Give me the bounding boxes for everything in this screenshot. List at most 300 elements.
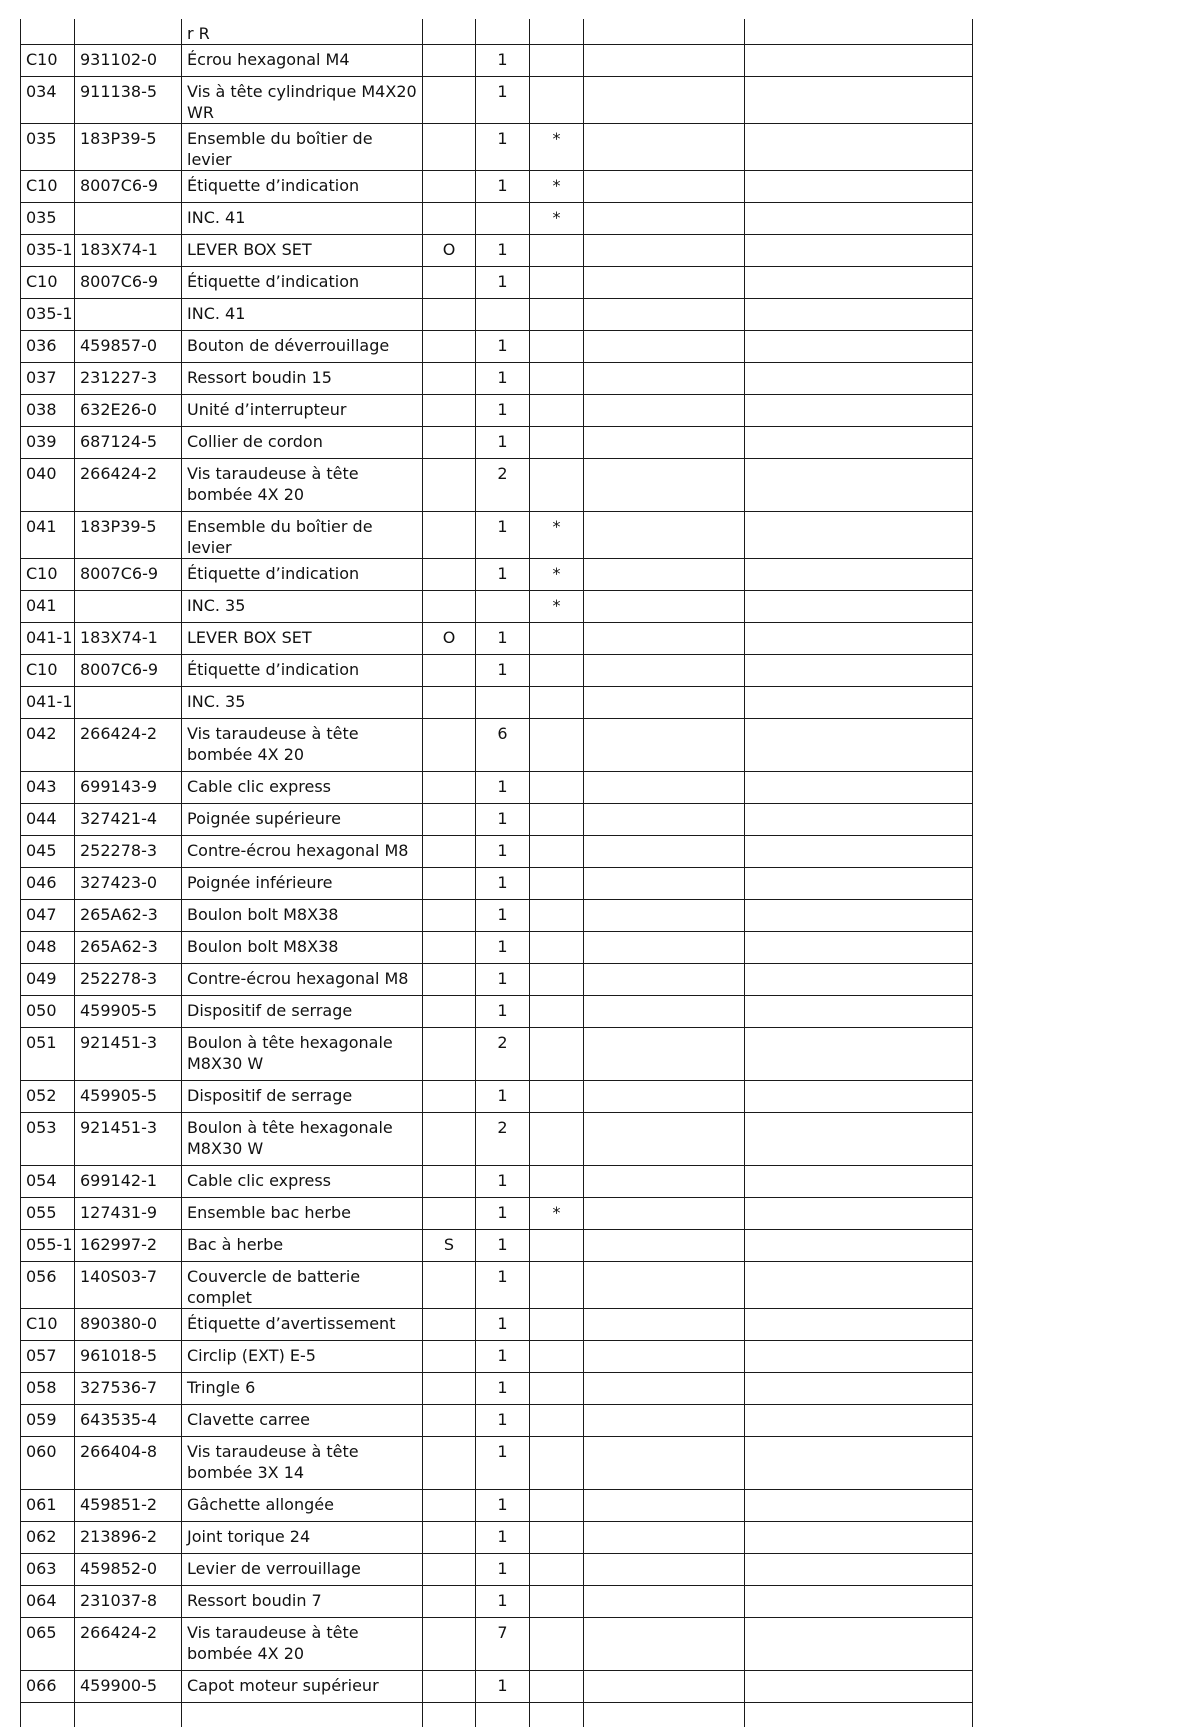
blank-cell-cell: [745, 45, 973, 77]
part-description-cell: Étiquette d’indication: [182, 267, 423, 299]
part-number-cell: 266424-2: [75, 719, 182, 772]
note-mark-cell: *: [530, 512, 584, 559]
parts-list-page: [20, 19, 972, 1727]
note-mark-cell: [530, 804, 584, 836]
part-number-cell: 327421-4: [75, 804, 182, 836]
quantity-cell: 1: [476, 1262, 530, 1309]
blank-cell-cell: [584, 655, 745, 687]
item-number-cell: 034: [21, 77, 75, 124]
part-number-cell: 252278-3: [75, 964, 182, 996]
blank-cell-cell: [584, 427, 745, 459]
item-number-cell: 035-1: [21, 299, 75, 331]
part-code-cell: [423, 299, 476, 331]
blank-cell-cell: [584, 623, 745, 655]
blank-cell-cell: [745, 1081, 973, 1113]
table-row: [21, 1437, 973, 1490]
note-mark-cell: *: [530, 559, 584, 591]
note-mark-cell: [530, 772, 584, 804]
item-number-cell: 053: [21, 1113, 75, 1166]
quantity-cell: 1: [476, 1554, 530, 1586]
part-code-cell: [423, 395, 476, 427]
quantity-cell: 1: [476, 1373, 530, 1405]
quantity-cell: 1: [476, 868, 530, 900]
quantity-cell: 1: [476, 1198, 530, 1230]
blank-cell-cell: [745, 1405, 973, 1437]
quantity-cell: 1: [476, 1586, 530, 1618]
item-number-cell: 038: [21, 395, 75, 427]
part-code-cell: [423, 655, 476, 687]
note-mark-cell: [530, 1230, 584, 1262]
part-number-cell: 921451-3: [75, 1113, 182, 1166]
blank-cell-cell: [584, 836, 745, 868]
blank-cell-cell: [584, 512, 745, 559]
quantity-cell: [476, 19, 530, 45]
table-row: [21, 1081, 973, 1113]
item-number-cell: 036: [21, 331, 75, 363]
part-number-cell: 459857-0: [75, 331, 182, 363]
part-description-cell: Écrou hexagonal M4: [182, 45, 423, 77]
part-code-cell: [423, 1671, 476, 1703]
blank-cell-cell: [584, 1113, 745, 1166]
item-number-cell: 058: [21, 1373, 75, 1405]
blank-cell-cell: [584, 1522, 745, 1554]
part-number-cell: 266424-2: [75, 459, 182, 512]
table-row: [21, 623, 973, 655]
part-description-cell: Étiquette d’avertissement: [182, 1309, 423, 1341]
quantity-cell: [476, 299, 530, 331]
part-number-cell: 699143-9: [75, 772, 182, 804]
table-row: [21, 1309, 973, 1341]
part-code-cell: [423, 900, 476, 932]
blank-cell-cell: [584, 932, 745, 964]
blank-cell-cell: [584, 331, 745, 363]
part-number-cell: 961018-5: [75, 1341, 182, 1373]
part-code-cell: [423, 836, 476, 868]
note-mark-cell: *: [530, 124, 584, 171]
table-row: [21, 1618, 973, 1671]
part-description-cell: Bac à herbe: [182, 1230, 423, 1262]
table-row: [21, 363, 973, 395]
table-row: [21, 868, 973, 900]
blank-cell-cell: [584, 1341, 745, 1373]
part-code-cell: O: [423, 623, 476, 655]
item-number-cell: 039: [21, 427, 75, 459]
blank-cell-cell: [745, 299, 973, 331]
item-number-cell: 051: [21, 1028, 75, 1081]
part-description-cell: LEVER BOX SET: [182, 235, 423, 267]
part-code-cell: [423, 1373, 476, 1405]
blank-cell-cell: [745, 1166, 973, 1198]
part-description-cell: Dispositif de serrage: [182, 996, 423, 1028]
part-number-cell: 8007C6-9: [75, 171, 182, 203]
part-code-cell: [423, 19, 476, 45]
part-description-cell: [182, 1703, 423, 1727]
blank-cell-cell: [745, 836, 973, 868]
part-description-cell: INC. 35: [182, 687, 423, 719]
part-code-cell: [423, 1554, 476, 1586]
blank-cell-cell: [584, 395, 745, 427]
part-code-cell: [423, 1405, 476, 1437]
note-mark-cell: [530, 836, 584, 868]
item-number-cell: C10: [21, 559, 75, 591]
table-row: [21, 932, 973, 964]
part-code-cell: [423, 331, 476, 363]
part-description-cell: Ressort boudin 7: [182, 1586, 423, 1618]
part-description-cell: Dispositif de serrage: [182, 1081, 423, 1113]
item-number-cell: 056: [21, 1262, 75, 1309]
part-code-cell: [423, 559, 476, 591]
part-code-cell: O: [423, 235, 476, 267]
part-code-cell: S: [423, 1230, 476, 1262]
table-row: [21, 427, 973, 459]
table-row: [21, 235, 973, 267]
part-description-cell: Vis à tête cylindrique M4X20 WR: [182, 77, 423, 124]
part-number-cell: 8007C6-9: [75, 267, 182, 299]
part-description-cell: Vis taraudeuse à tête bombée 4X 20: [182, 459, 423, 512]
item-number-cell: 041-1: [21, 687, 75, 719]
item-number-cell: 065: [21, 1618, 75, 1671]
blank-cell-cell: [745, 559, 973, 591]
part-number-cell: 8007C6-9: [75, 559, 182, 591]
blank-cell-cell: [745, 459, 973, 512]
part-number-cell: 183P39-5: [75, 124, 182, 171]
blank-cell-cell: [745, 124, 973, 171]
item-number-cell: 046: [21, 868, 75, 900]
note-mark-cell: [530, 932, 584, 964]
blank-cell-cell: [584, 719, 745, 772]
item-number-cell: 035: [21, 203, 75, 235]
table-row: [21, 1522, 973, 1554]
blank-cell-cell: [584, 1618, 745, 1671]
blank-cell-cell: [745, 77, 973, 124]
quantity-cell: 1: [476, 1405, 530, 1437]
blank-cell-cell: [584, 1262, 745, 1309]
part-code-cell: [423, 171, 476, 203]
item-number-cell: 055: [21, 1198, 75, 1230]
part-number-cell: 459851-2: [75, 1490, 182, 1522]
quantity-cell: 1: [476, 45, 530, 77]
blank-cell-cell: [584, 203, 745, 235]
part-description-cell: INC. 35: [182, 591, 423, 623]
blank-cell-cell: [584, 1405, 745, 1437]
note-mark-cell: [530, 655, 584, 687]
part-number-cell: 183X74-1: [75, 623, 182, 655]
quantity-cell: 2: [476, 1113, 530, 1166]
part-number-cell: 231037-8: [75, 1586, 182, 1618]
part-code-cell: [423, 1166, 476, 1198]
blank-cell-cell: [745, 363, 973, 395]
table-row: [21, 591, 973, 623]
item-number-cell: 060: [21, 1437, 75, 1490]
part-code-cell: [423, 459, 476, 512]
table-row: [21, 1586, 973, 1618]
blank-cell-cell: [584, 1490, 745, 1522]
item-number-cell: 042: [21, 719, 75, 772]
part-description-cell: Ressort boudin 15: [182, 363, 423, 395]
quantity-cell: [476, 687, 530, 719]
part-description-cell: Poignée supérieure: [182, 804, 423, 836]
part-number-cell: 459905-5: [75, 1081, 182, 1113]
item-number-cell: 041: [21, 512, 75, 559]
table-row: [21, 687, 973, 719]
quantity-cell: 2: [476, 1028, 530, 1081]
part-code-cell: [423, 45, 476, 77]
note-mark-cell: [530, 1081, 584, 1113]
part-number-cell: [75, 19, 182, 45]
part-number-cell: 265A62-3: [75, 932, 182, 964]
note-mark-cell: [530, 1262, 584, 1309]
table-row: [21, 1166, 973, 1198]
note-mark-cell: [530, 299, 584, 331]
part-number-cell: 8007C6-9: [75, 655, 182, 687]
blank-cell-cell: [745, 1586, 973, 1618]
note-mark-cell: [530, 19, 584, 45]
blank-cell-cell: [745, 331, 973, 363]
note-mark-cell: [530, 1618, 584, 1671]
part-description-cell: Cable clic express: [182, 1166, 423, 1198]
item-number-cell: 052: [21, 1081, 75, 1113]
blank-cell-cell: [745, 655, 973, 687]
part-code-cell: [423, 124, 476, 171]
part-description-cell: Ensemble du boîtier de levier: [182, 512, 423, 559]
blank-cell-cell: [584, 267, 745, 299]
quantity-cell: 1: [476, 427, 530, 459]
quantity-cell: 1: [476, 655, 530, 687]
part-description-cell: Collier de cordon: [182, 427, 423, 459]
part-number-cell: 931102-0: [75, 45, 182, 77]
note-mark-cell: [530, 1490, 584, 1522]
quantity-cell: 1: [476, 1522, 530, 1554]
blank-cell-cell: [745, 623, 973, 655]
item-number-cell: 047: [21, 900, 75, 932]
part-description-cell: Couvercle de batterie complet: [182, 1262, 423, 1309]
blank-cell-cell: [584, 1373, 745, 1405]
blank-cell-cell: [745, 427, 973, 459]
blank-cell-cell: [745, 1309, 973, 1341]
part-description-cell: LEVER BOX SET: [182, 623, 423, 655]
table-row: [21, 1262, 973, 1309]
quantity-cell: 1: [476, 804, 530, 836]
part-description-cell: Vis taraudeuse à tête bombée 4X 20: [182, 1618, 423, 1671]
table-row: [21, 1671, 973, 1703]
item-number-cell: C10: [21, 1309, 75, 1341]
part-code-cell: [423, 267, 476, 299]
item-number-cell: 054: [21, 1166, 75, 1198]
blank-cell-cell: [745, 1373, 973, 1405]
quantity-cell: 2: [476, 459, 530, 512]
quantity-cell: 1: [476, 363, 530, 395]
part-code-cell: [423, 1703, 476, 1727]
blank-cell-cell: [584, 868, 745, 900]
blank-cell-cell: [584, 1198, 745, 1230]
table-row: [21, 1341, 973, 1373]
quantity-cell: 1: [476, 1166, 530, 1198]
part-number-cell: 890380-0: [75, 1309, 182, 1341]
quantity-cell: 1: [476, 932, 530, 964]
item-number-cell: [21, 1703, 75, 1727]
quantity-cell: 1: [476, 171, 530, 203]
note-mark-cell: [530, 45, 584, 77]
part-description-cell: r R: [182, 19, 423, 45]
part-code-cell: [423, 427, 476, 459]
quantity-cell: 1: [476, 900, 530, 932]
part-code-cell: [423, 1490, 476, 1522]
blank-cell-cell: [745, 1703, 973, 1727]
quantity-cell: 1: [476, 772, 530, 804]
part-code-cell: [423, 591, 476, 623]
blank-cell-cell: [584, 804, 745, 836]
blank-cell-cell: [584, 772, 745, 804]
blank-cell-cell: [745, 1490, 973, 1522]
quantity-cell: [476, 591, 530, 623]
part-description-cell: Poignée inférieure: [182, 868, 423, 900]
part-code-cell: [423, 1522, 476, 1554]
table-row: [21, 964, 973, 996]
blank-cell-cell: [745, 1113, 973, 1166]
item-number-cell: C10: [21, 171, 75, 203]
part-code-cell: [423, 687, 476, 719]
blank-cell-cell: [584, 1671, 745, 1703]
quantity-cell: 1: [476, 395, 530, 427]
part-description-cell: Étiquette d’indication: [182, 655, 423, 687]
part-description-cell: Joint torique 24: [182, 1522, 423, 1554]
table-row: [21, 1703, 973, 1727]
part-code-cell: [423, 868, 476, 900]
part-description-cell: Bouton de déverrouillage: [182, 331, 423, 363]
part-number-cell: 632E26-0: [75, 395, 182, 427]
part-description-cell: Cable clic express: [182, 772, 423, 804]
item-number-cell: C10: [21, 45, 75, 77]
blank-cell-cell: [584, 1703, 745, 1727]
part-code-cell: [423, 1341, 476, 1373]
note-mark-cell: *: [530, 591, 584, 623]
part-description-cell: INC. 41: [182, 299, 423, 331]
note-mark-cell: [530, 996, 584, 1028]
quantity-cell: 1: [476, 1309, 530, 1341]
part-code-cell: [423, 512, 476, 559]
blank-cell-cell: [745, 1522, 973, 1554]
table-row: [21, 1113, 973, 1166]
quantity-cell: 1: [476, 1671, 530, 1703]
note-mark-cell: *: [530, 1198, 584, 1230]
blank-cell-cell: [745, 1554, 973, 1586]
item-number-cell: 066: [21, 1671, 75, 1703]
item-number-cell: 044: [21, 804, 75, 836]
blank-cell-cell: [584, 299, 745, 331]
part-code-cell: [423, 1309, 476, 1341]
blank-cell-cell: [584, 900, 745, 932]
note-mark-cell: [530, 1309, 584, 1341]
part-code-cell: [423, 1437, 476, 1490]
table-row: [21, 1198, 973, 1230]
part-number-cell: 140S03-7: [75, 1262, 182, 1309]
item-number-cell: 057: [21, 1341, 75, 1373]
blank-cell-cell: [745, 1618, 973, 1671]
blank-cell-cell: [745, 868, 973, 900]
quantity-cell: 1: [476, 559, 530, 591]
blank-cell-cell: [745, 1198, 973, 1230]
note-mark-cell: [530, 331, 584, 363]
part-description-cell: Contre-écrou hexagonal M8: [182, 836, 423, 868]
part-description-cell: Vis taraudeuse à tête bombée 4X 20: [182, 719, 423, 772]
part-description-cell: Étiquette d’indication: [182, 171, 423, 203]
item-number-cell: 049: [21, 964, 75, 996]
item-number-cell: C10: [21, 267, 75, 299]
blank-cell-cell: [745, 772, 973, 804]
item-number-cell: 035: [21, 124, 75, 171]
quantity-cell: 1: [476, 623, 530, 655]
part-number-cell: 459900-5: [75, 1671, 182, 1703]
note-mark-cell: [530, 1166, 584, 1198]
table-row: [21, 331, 973, 363]
quantity-cell: 1: [476, 331, 530, 363]
note-mark-cell: [530, 459, 584, 512]
quantity-cell: 1: [476, 1081, 530, 1113]
blank-cell-cell: [745, 512, 973, 559]
blank-cell-cell: [584, 235, 745, 267]
blank-cell-cell: [745, 932, 973, 964]
blank-cell-cell: [584, 1081, 745, 1113]
table-row: [21, 1554, 973, 1586]
note-mark-cell: [530, 1373, 584, 1405]
blank-cell-cell: [584, 124, 745, 171]
blank-cell-cell: [584, 19, 745, 45]
quantity-cell: 1: [476, 235, 530, 267]
blank-cell-cell: [745, 1230, 973, 1262]
quantity-cell: 6: [476, 719, 530, 772]
note-mark-cell: [530, 964, 584, 996]
item-number-cell: [21, 19, 75, 45]
part-description-cell: INC. 41: [182, 203, 423, 235]
item-number-cell: 037: [21, 363, 75, 395]
note-mark-cell: [530, 1341, 584, 1373]
item-number-cell: 064: [21, 1586, 75, 1618]
note-mark-cell: [530, 235, 584, 267]
table-row: [21, 719, 973, 772]
blank-cell-cell: [584, 687, 745, 719]
part-code-cell: [423, 1618, 476, 1671]
item-number-cell: C10: [21, 655, 75, 687]
table-row: [21, 124, 973, 171]
part-description-cell: Ensemble du boîtier de levier: [182, 124, 423, 171]
blank-cell-cell: [584, 459, 745, 512]
blank-cell-cell: [745, 203, 973, 235]
part-description-cell: Capot moteur supérieur: [182, 1671, 423, 1703]
quantity-cell: 1: [476, 964, 530, 996]
part-number-cell: 921451-3: [75, 1028, 182, 1081]
table-row: [21, 203, 973, 235]
note-mark-cell: [530, 1586, 584, 1618]
blank-cell-cell: [584, 964, 745, 996]
part-number-cell: 459852-0: [75, 1554, 182, 1586]
parts-table: [20, 19, 973, 1727]
item-number-cell: 043: [21, 772, 75, 804]
blank-cell-cell: [745, 1341, 973, 1373]
blank-cell-cell: [584, 1586, 745, 1618]
note-mark-cell: [530, 868, 584, 900]
part-number-cell: 231227-3: [75, 363, 182, 395]
blank-cell-cell: [584, 1554, 745, 1586]
note-mark-cell: *: [530, 171, 584, 203]
quantity-cell: 7: [476, 1618, 530, 1671]
note-mark-cell: [530, 395, 584, 427]
part-description-cell: Contre-écrou hexagonal M8: [182, 964, 423, 996]
blank-cell-cell: [584, 171, 745, 203]
table-row: [21, 1405, 973, 1437]
part-number-cell: 699142-1: [75, 1166, 182, 1198]
part-number-cell: 183P39-5: [75, 512, 182, 559]
note-mark-cell: [530, 1703, 584, 1727]
